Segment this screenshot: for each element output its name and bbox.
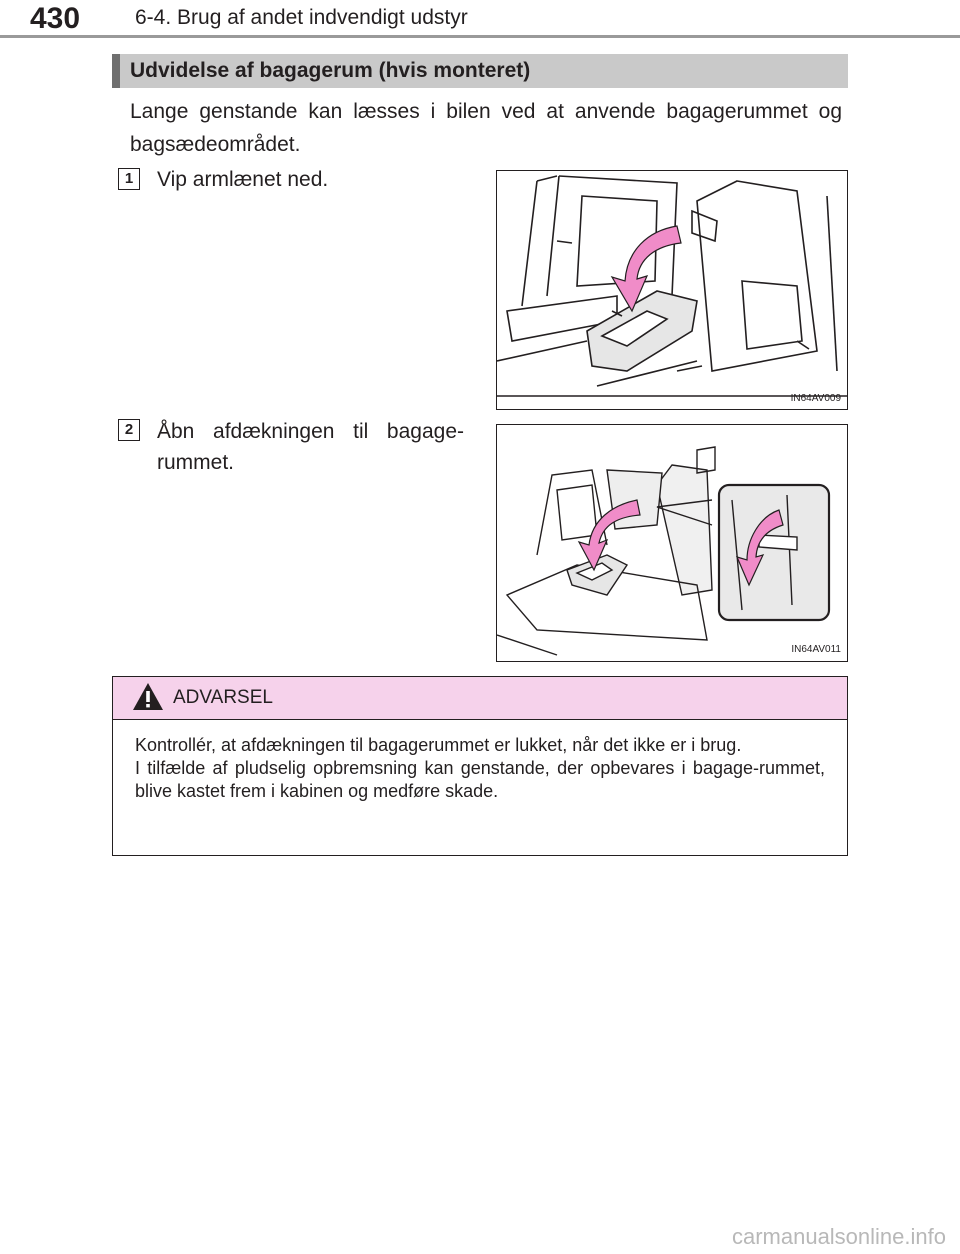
step-2-number: 2	[118, 419, 140, 441]
figure-code: IN64AV009	[790, 393, 841, 404]
figure-code: IN64AV011	[791, 644, 841, 655]
figure-trunk-cover-open	[496, 424, 848, 662]
detail-inset	[719, 485, 829, 620]
warning-header	[113, 677, 847, 720]
intro-paragraph: Lange genstande kan læsses i bilen ved at anvende bagagerummet og bagsædeområdet.	[130, 100, 842, 156]
step-1-text: Vip armlænet ned.	[157, 168, 329, 191]
warning-paragraph-2: I tilfælde af pludselig opbremsning kan genstande, der opbevares i bagage-rummet, blive kastet frem i kabinen og medføre skade.	[135, 758, 825, 801]
section-heading-text: Udvidelse af bagagerum (hvis monteret)	[130, 59, 531, 82]
warning-body	[135, 734, 825, 803]
step-2-text	[157, 416, 464, 478]
step-1-number: 1	[118, 168, 140, 190]
warning-box	[112, 676, 848, 856]
warning-triangle-icon	[131, 681, 165, 718]
step-2-text-line-2: rummet.	[157, 451, 235, 474]
armrest-illustration	[497, 171, 847, 409]
page-number: 430	[30, 2, 81, 35]
watermark: carmanualsonline.info	[731, 1224, 946, 1249]
section-heading	[112, 54, 848, 88]
step-2-text-line-1: Åbn afdækningen til bagage-	[157, 420, 464, 443]
trunk-cover-illustration	[497, 425, 847, 661]
figure-armrest-fold-down	[496, 170, 848, 410]
warning-paragraph-1: Kontrollér, at afdækningen til bagagerummet er lukket, når det ikke er i brug.	[135, 735, 742, 755]
warning-title: ADVARSEL	[173, 687, 273, 708]
chapter-title: 6-4. Brug af andet indvendigt udstyr	[135, 6, 468, 29]
section-heading-bar	[112, 54, 120, 88]
header-divider	[0, 35, 960, 38]
